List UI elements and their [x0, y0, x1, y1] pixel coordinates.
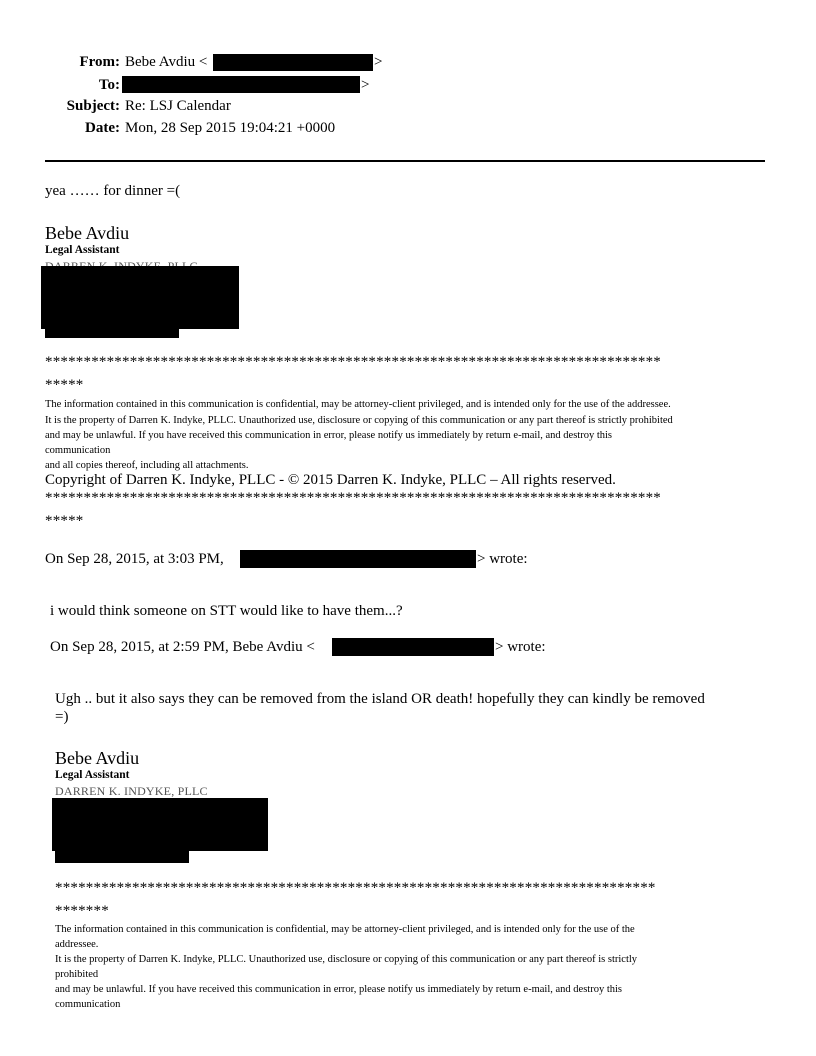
- signature-title: Legal Assistant: [45, 244, 120, 256]
- redaction-from-email: [213, 54, 373, 71]
- quote-body: =): [55, 709, 69, 725]
- subject-value: Re: LSJ Calendar: [125, 98, 231, 114]
- redaction-signature-block: [52, 798, 268, 851]
- disclaimer-line: It is the property of Darren K. Indyke, PLLC. Unauthorized use, disclosure or copying of this communication or any part thereof is strictly prohibited: [45, 415, 673, 426]
- redaction-signature-line: [55, 850, 189, 863]
- disclaimer-line: addressee.: [55, 939, 99, 950]
- disclaimer-stars: ********************************************************************************: [45, 490, 661, 506]
- redaction-signature-line: [45, 327, 179, 338]
- disclaimer-stars: *******: [55, 903, 109, 919]
- quote-intro: On Sep 28, 2015, at 3:03 PM,: [45, 551, 224, 567]
- copyright-notice: Copyright of Darren K. Indyke, PLLC - © 2015 Darren K. Indyke, PLLC – All rights reserved.: [45, 472, 616, 488]
- disclaimer-line: The information contained in this communication is confidential, may be attorney-client privileged, and is intended only for the use of the addressee.: [45, 399, 671, 410]
- disclaimer-stars: ******************************************************************************: [55, 880, 656, 896]
- redaction-sender-email: [240, 550, 476, 568]
- quote-intro-suffix: > wrote:: [495, 639, 546, 655]
- disclaimer-line: and all copies thereof, including all attachments.: [45, 460, 249, 471]
- to-tail: >: [361, 77, 370, 93]
- disclaimer-line: and may be unlawful. If you have received this communication in error, please notify us immediately by return e-mail, and destroy this: [55, 984, 622, 995]
- redaction-sender-email: [332, 638, 494, 656]
- disclaimer-stars: *****: [45, 377, 84, 393]
- message-body: yea …… for dinner =(: [45, 183, 181, 199]
- signature-name: Bebe Avdiu: [45, 223, 130, 243]
- disclaimer-line: It is the property of Darren K. Indyke, PLLC. Unauthorized use, disclosure or copying of this communication or any part thereof is strictly: [55, 954, 638, 965]
- subject-label: Subject:: [66, 98, 120, 114]
- from-value: Bebe Avdiu <: [125, 54, 208, 70]
- disclaimer-stars: *****: [45, 513, 84, 529]
- signature-title: Legal Assistant: [55, 769, 130, 781]
- quote-intro-suffix: > wrote:: [477, 551, 528, 567]
- disclaimer-stars: ********************************************************************************: [45, 354, 661, 370]
- quote-body: Ugh .. but it also says they can be removed from the island OR death! hopefully they can kindly be removed: [55, 691, 705, 707]
- signature-name: Bebe Avdiu: [55, 748, 140, 768]
- redaction-to-email: [122, 76, 360, 93]
- disclaimer-line: prohibited: [55, 969, 99, 980]
- disclaimer-line: communication: [45, 445, 111, 456]
- quote-intro: On Sep 28, 2015, at 2:59 PM, Bebe Avdiu <: [50, 639, 315, 655]
- from-tail: >: [374, 54, 383, 70]
- disclaimer-line: and may be unlawful. If you have received this communication in error, please notify us immediately by return e-mail, and destroy this: [45, 430, 612, 441]
- quote-body: i would think someone on STT would like to have them...?: [50, 603, 403, 619]
- from-label: From:: [79, 54, 120, 70]
- disclaimer-line: communication: [55, 999, 121, 1010]
- to-label: To:: [98, 77, 120, 93]
- redaction-signature-block: [41, 266, 239, 329]
- signature-firm: DARREN K. INDYKE, PLLC: [55, 784, 208, 798]
- header-divider: [45, 160, 765, 162]
- date-value: Mon, 28 Sep 2015 19:04:21 +0000: [125, 120, 336, 136]
- disclaimer-line: The information contained in this communication is confidential, may be attorney-client privileged, and is intended only for the use of the: [55, 924, 635, 935]
- date-label: Date:: [85, 120, 120, 136]
